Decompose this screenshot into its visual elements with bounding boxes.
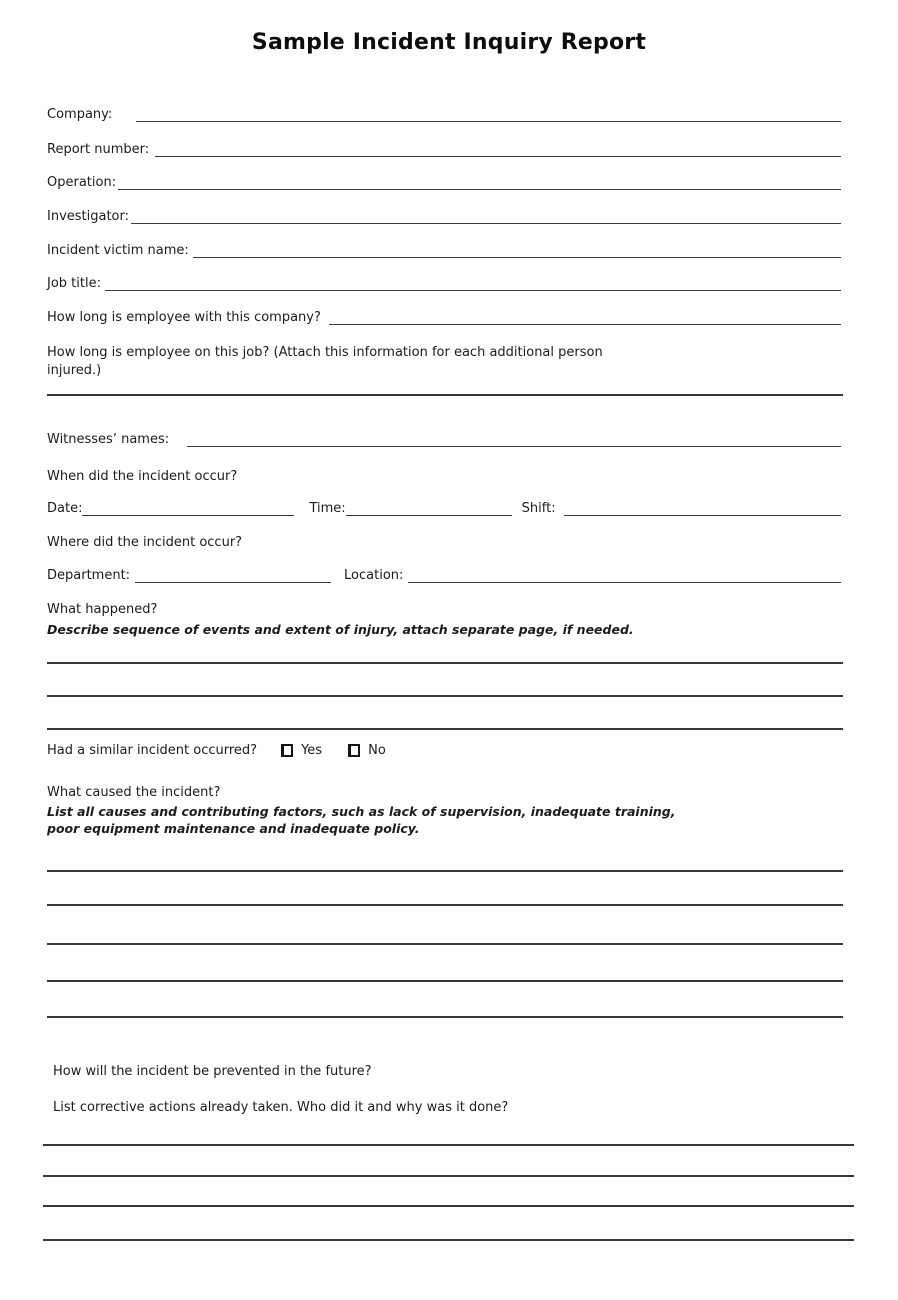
what-happened-answer-line-2[interactable] [47, 695, 843, 697]
prevention-question: How will the incident be prevented in the future? [53, 1064, 372, 1079]
similar-incident-question: Had a similar incident occurred? [47, 742, 258, 758]
cause-answer-line-5[interactable] [47, 1016, 843, 1018]
where-question: Where did the incident occur? [47, 535, 243, 550]
tenure-job-question-line2: injured.) [47, 363, 102, 378]
what-happened-instruction: Describe sequence of events and extent of injury, attach separate page, if needed. [47, 622, 634, 637]
investigator-input-line[interactable] [131, 223, 841, 224]
corrective-actions-question: List corrective actions already taken. Who did it and why was it done? [53, 1100, 509, 1115]
corrective-answer-line-3[interactable] [43, 1205, 854, 1207]
job-title-label: Job title: [47, 276, 101, 291]
location-label: Location: [344, 568, 404, 583]
date-time-shift-row [47, 496, 841, 520]
incident-victim-name-label: Incident victim name: [47, 243, 189, 258]
tenure-job-question [47, 344, 603, 380]
what-happened-question: What happened? [47, 602, 158, 617]
cause-answer-line-2[interactable] [47, 904, 843, 906]
location-input-line[interactable] [408, 582, 841, 583]
report-number-input-line[interactable] [155, 156, 841, 157]
time-input-line[interactable] [346, 515, 512, 516]
cause-question: What caused the incident? [47, 785, 221, 800]
shift-input-line[interactable] [564, 515, 841, 516]
investigator-field [47, 204, 841, 228]
incident-victim-name-input-line[interactable] [193, 257, 841, 258]
cause-instruction-line1: List all causes and contributing factors, such as lack of supervision, inadequate training, [47, 804, 676, 819]
no-label: No [368, 742, 386, 758]
witnesses-field [47, 427, 841, 451]
department-location-row [47, 563, 841, 587]
operation-input-line[interactable] [118, 189, 841, 190]
witnesses-input-line[interactable] [187, 446, 841, 447]
shift-label: Shift: [521, 501, 556, 516]
tenure-company-input-line[interactable] [329, 324, 841, 325]
operation-field [47, 170, 841, 194]
tenure-job-input-line[interactable] [47, 394, 843, 396]
date-label: Date: [47, 501, 83, 516]
when-question: When did the incident occur? [47, 469, 238, 484]
page-title: Sample Incident Inquiry Report [251, 30, 647, 55]
report-number-field [47, 137, 841, 161]
no-checkbox[interactable] [348, 744, 360, 757]
what-happened-answer-line-3[interactable] [47, 728, 843, 730]
company-field [47, 102, 841, 126]
cause-answer-line-4[interactable] [47, 980, 843, 982]
corrective-answer-line-4[interactable] [43, 1239, 854, 1241]
investigator-label: Investigator: [47, 209, 130, 224]
date-input-line[interactable] [82, 515, 294, 516]
corrective-answer-line-1[interactable] [43, 1144, 854, 1146]
department-label: Department: [47, 568, 131, 583]
tenure-job-question-line1: How long is employee on this job? (Attach this information for each additional person [47, 345, 603, 360]
cause-instruction [47, 803, 675, 837]
tenure-company-field [47, 305, 841, 329]
time-label: Time: [309, 501, 346, 516]
yes-label: Yes [301, 742, 323, 758]
cause-answer-line-3[interactable] [47, 943, 843, 945]
job-title-input-line[interactable] [105, 290, 841, 291]
job-title-field [47, 271, 841, 295]
report-number-label: Report number: [47, 142, 150, 157]
corrective-answer-line-2[interactable] [43, 1175, 854, 1177]
company-label: Company: [47, 107, 113, 122]
witnesses-label: Witnesses’ names: [47, 432, 170, 447]
similar-incident-row [47, 739, 386, 761]
what-happened-answer-line-1[interactable] [47, 662, 843, 664]
company-input-line[interactable] [136, 121, 841, 122]
yes-checkbox[interactable] [281, 744, 293, 757]
cause-instruction-line2: poor equipment maintenance and inadequate policy. [47, 821, 420, 836]
department-input-line[interactable] [135, 582, 331, 583]
cause-answer-line-1[interactable] [47, 870, 843, 872]
operation-label: Operation: [47, 175, 117, 190]
incident-victim-name-field [47, 238, 841, 262]
tenure-company-label: How long is employee with this company? [47, 310, 321, 325]
